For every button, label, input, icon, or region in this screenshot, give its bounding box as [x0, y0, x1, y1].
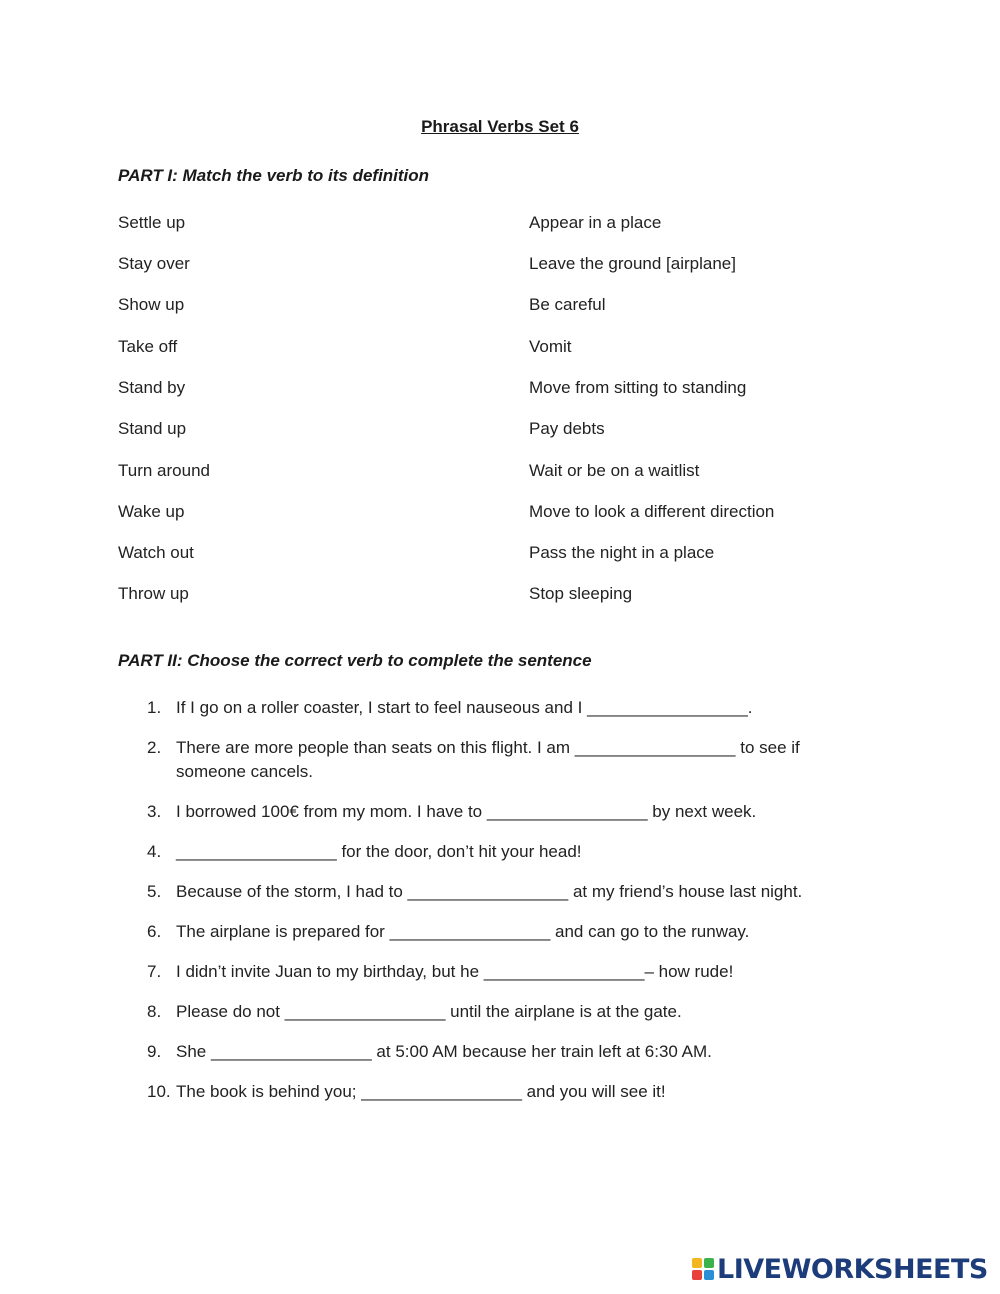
- sentence-item: [147, 960, 847, 984]
- match-row: [0, 213, 1000, 237]
- match-verb: Stay over: [118, 254, 190, 273]
- match-row: [0, 461, 1000, 485]
- match-definition: Move to look a different direction: [529, 502, 775, 521]
- sentence-number: 8.: [147, 1002, 162, 1021]
- match-definition: Wait or be on a waitlist: [529, 461, 700, 480]
- sentence-number: 5.: [147, 882, 162, 901]
- logo-block: [704, 1258, 714, 1268]
- sentence-number: 4.: [147, 842, 162, 861]
- sentence-item: [147, 696, 847, 720]
- sentence-number: 10.: [147, 1082, 171, 1101]
- logo-blocks-icon: [692, 1258, 714, 1280]
- sentence-item: [147, 880, 847, 904]
- match-row: [0, 584, 1000, 608]
- sentence-text: The book is behind you; _________________ and you will see it!: [176, 1082, 666, 1101]
- match-verb: Watch out: [118, 543, 194, 562]
- match-row: [0, 254, 1000, 278]
- sentence-number: 1.: [147, 698, 162, 717]
- sentence-number: 2.: [147, 738, 162, 757]
- part2-heading: PART II: Choose the correct verb to complete the sentence: [118, 651, 592, 670]
- sentence-item: [147, 1040, 847, 1064]
- sentence-item: [147, 736, 847, 784]
- sentence-item: [147, 800, 847, 824]
- sentence-text: There are more people than seats on this flight. I am _________________ to see if someone cancels.: [176, 738, 805, 781]
- sentence-text: She _________________ at 5:00 AM because her train left at 6:30 AM.: [176, 1042, 712, 1061]
- match-row: [0, 419, 1000, 443]
- sentence-item: [147, 840, 847, 864]
- match-definition: Move from sitting to standing: [529, 378, 747, 397]
- match-definition: Pay debts: [529, 419, 605, 438]
- logo-block: [692, 1258, 702, 1268]
- sentence-number: 9.: [147, 1042, 162, 1061]
- sentence-item: [147, 1000, 847, 1024]
- match-row: [0, 295, 1000, 319]
- logo-block: [704, 1270, 714, 1280]
- match-verb: Take off: [118, 337, 178, 356]
- match-verb: Stand by: [118, 378, 186, 397]
- sentence-text: If I go on a roller coaster, I start to feel nauseous and I _________________.: [176, 698, 753, 717]
- worksheet-title: Phrasal Verbs Set 6: [421, 117, 579, 136]
- sentence-item: [147, 920, 847, 944]
- match-row: [0, 337, 1000, 361]
- sentence-number: 6.: [147, 922, 162, 941]
- sentence-text: Please do not _________________ until the airplane is at the gate.: [176, 1002, 682, 1021]
- match-definition: Leave the ground [airplane]: [529, 254, 736, 273]
- match-definition: Stop sleeping: [529, 584, 633, 603]
- match-verb: Throw up: [118, 584, 189, 603]
- sentence-text: Because of the storm, I had to _________________ at my friend’s house last night.: [176, 882, 803, 901]
- match-verb: Stand up: [118, 419, 187, 438]
- match-row: [0, 502, 1000, 526]
- match-verb: Wake up: [118, 502, 185, 521]
- sentence-text: I didn’t invite Juan to my birthday, but he _________________– how rude!: [176, 962, 734, 981]
- match-verb: Show up: [118, 295, 185, 314]
- logo-text: LIVEWORKSHEETS: [717, 1253, 988, 1285]
- part1-heading: PART I: Match the verb to its definition: [118, 166, 430, 185]
- liveworksheets-logo: [692, 1252, 988, 1286]
- match-definition: Appear in a place: [529, 213, 662, 232]
- match-verb: Turn around: [118, 461, 210, 480]
- match-definition: Pass the night in a place: [529, 543, 715, 562]
- sentence-text: _________________ for the door, don’t hit your head!: [176, 842, 582, 861]
- sentence-text: The airplane is prepared for _________________ and can go to the runway.: [176, 922, 750, 941]
- sentence-item: [147, 1080, 847, 1104]
- match-verb: Settle up: [118, 213, 186, 232]
- match-row: [0, 543, 1000, 567]
- sentence-text: I borrowed 100€ from my mom. I have to _________________ by next week.: [176, 802, 757, 821]
- match-row: [0, 378, 1000, 402]
- match-definition: Be careful: [529, 295, 606, 314]
- sentence-number: 7.: [147, 962, 162, 981]
- match-definition: Vomit: [529, 337, 572, 356]
- logo-block: [692, 1270, 702, 1280]
- sentence-number: 3.: [147, 802, 162, 821]
